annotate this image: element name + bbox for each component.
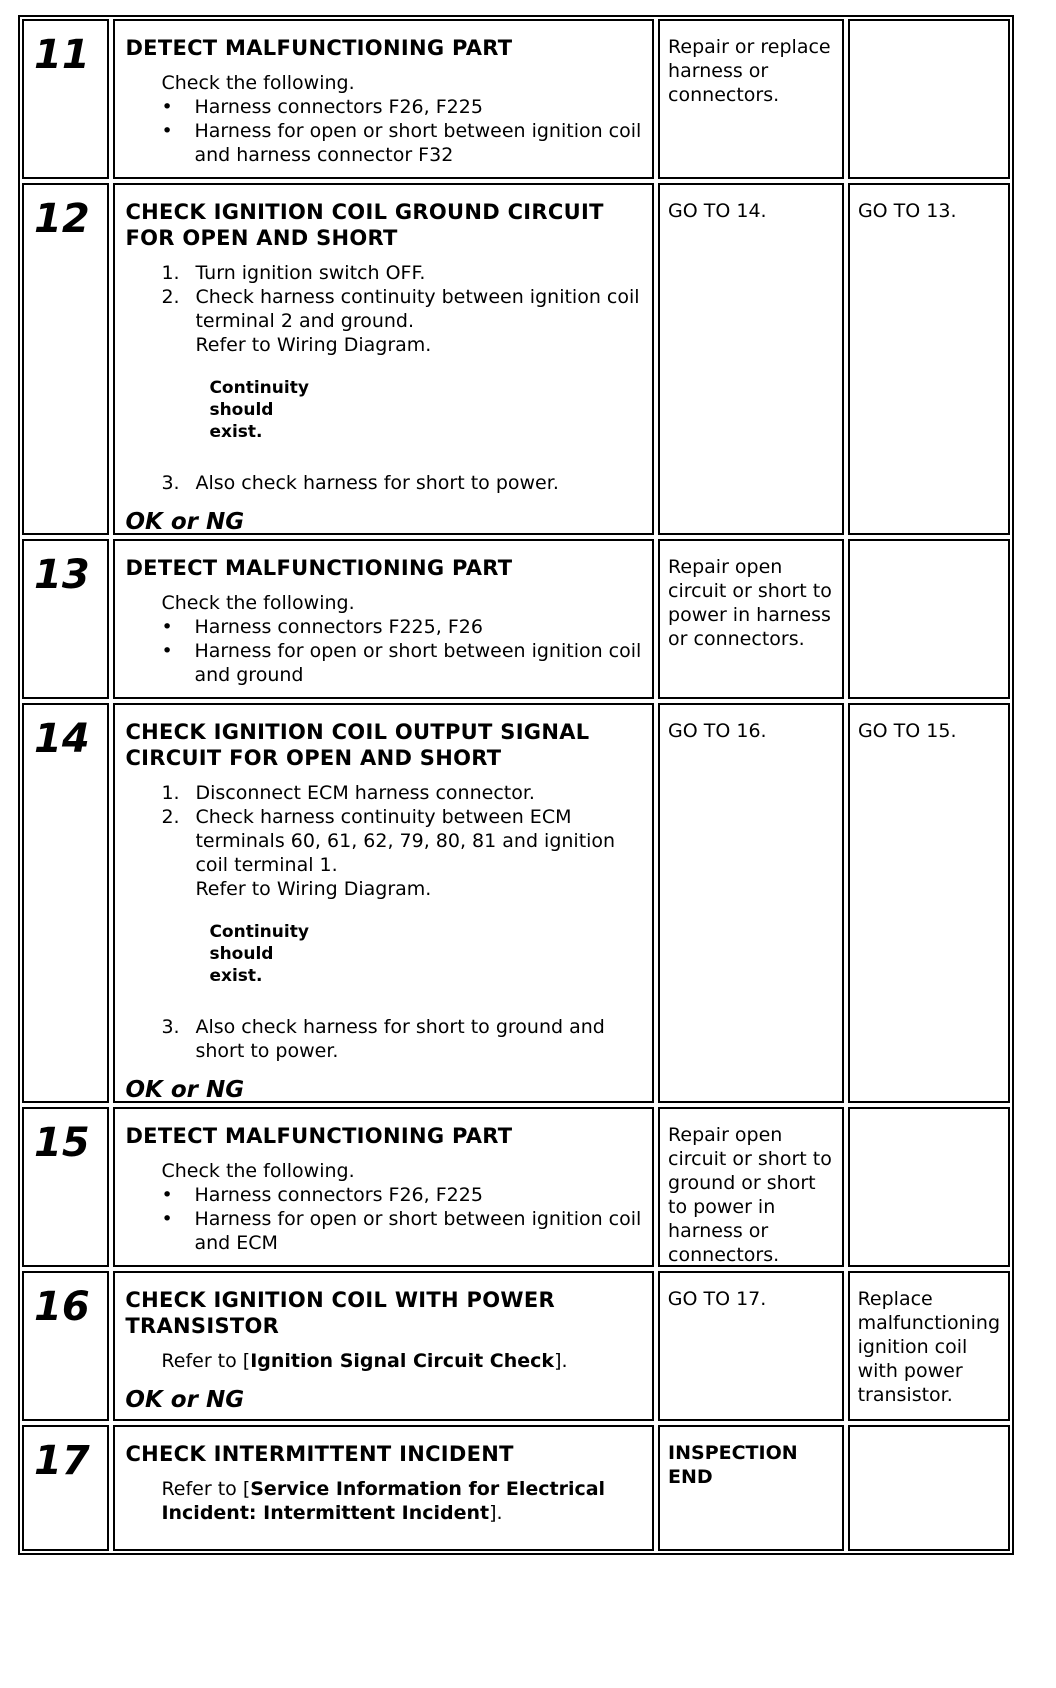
bullet-list xyxy=(161,1183,642,1255)
ok-result-cell: Repair or replace harness or connectors. xyxy=(658,19,844,179)
reference-text: Refer to Wiring Diagram. xyxy=(195,878,432,900)
procedure-body: Refer to [Ignition Signal Circuit Check]. xyxy=(161,1350,568,1372)
procedure-body xyxy=(161,781,642,1063)
step-row xyxy=(22,1425,1010,1551)
procedure-body xyxy=(161,1159,642,1255)
ng-result-cell: GO TO 13. xyxy=(848,183,1010,535)
list-item: • Harness for open or short between ignition coil and ground xyxy=(161,640,642,686)
list-item: 1. Disconnect ECM harness connector. xyxy=(161,782,535,804)
list-item: • Harness connectors F225, F26 xyxy=(161,616,483,638)
step-number-cell xyxy=(22,1425,109,1551)
list-item: 1. Turn ignition switch OFF. xyxy=(161,262,426,284)
ok-result-cell: GO TO 17. xyxy=(658,1271,844,1421)
step-title: DETECT MALFUNCTIONING PART xyxy=(125,556,513,580)
step-title: CHECK INTERMITTENT INCIDENT xyxy=(125,1442,514,1466)
ok-result-cell: INSPECTION END xyxy=(658,1425,844,1551)
step-number-cell xyxy=(22,19,109,179)
procedure-cell xyxy=(113,1425,654,1551)
step-title: CHECK IGNITION COIL GROUND CIRCUIT FOR OPEN AND SHORT xyxy=(125,200,604,250)
procedure-cell xyxy=(113,19,654,179)
ng-result-cell: Replace malfunctioning ignition coil with power transistor. xyxy=(848,1271,1010,1421)
procedure-body: Refer to [Service Information for Electrical Incident: Intermittent Incident]. xyxy=(161,1478,606,1524)
numbered-list xyxy=(161,1015,642,1063)
step-number: 12 xyxy=(34,196,90,242)
list-item: 2. Check harness continuity between ECM terminals 60, 61, 62, 79, 80, 81 and ignition coil terminal 1. Refer to Wiring Diagram. xyxy=(161,806,616,900)
procedure-cell xyxy=(113,1271,653,1421)
continuity-note: Continuity should exist. xyxy=(209,922,309,986)
ng-result-cell xyxy=(848,19,1010,179)
numbered-list xyxy=(161,781,642,901)
ok-result-cell: Repair open circuit or short to ground or short to power in harness or connectors. xyxy=(658,1107,844,1267)
step-number: 16 xyxy=(34,1284,90,1330)
list-item: 2. Check harness continuity between ignition coil terminal 2 and ground. Refer to Wiring Diagram. xyxy=(161,286,640,356)
procedure-cell xyxy=(113,703,654,1103)
reference-link[interactable]: Ignition Signal Circuit Check xyxy=(250,1350,555,1372)
ok-result-cell: GO TO 14. xyxy=(658,183,844,535)
bullet-list xyxy=(161,95,642,167)
bullet-list xyxy=(161,615,642,687)
intro-text: Check the following. xyxy=(161,1160,355,1182)
ok-or-ng-label: OK or NG xyxy=(125,509,245,535)
step-row xyxy=(22,183,1010,535)
reference-text: Refer to Wiring Diagram. xyxy=(195,334,432,356)
step-title: CHECK IGNITION COIL WITH POWER TRANSISTOR xyxy=(125,1288,555,1338)
procedure-body xyxy=(161,261,642,495)
numbered-list xyxy=(161,471,642,495)
step-number-cell xyxy=(22,1107,109,1267)
reference-link[interactable]: Service Information for Electrical Incident: Intermittent Incident xyxy=(161,1478,606,1524)
list-item: • Harness for open or short between ignition coil and harness connector F32 xyxy=(161,120,642,166)
procedure-body xyxy=(161,71,642,167)
ng-result-cell xyxy=(848,1425,1010,1551)
ng-result-cell: GO TO 15. xyxy=(848,703,1010,1103)
step-number-cell xyxy=(22,1271,109,1421)
step-number-cell xyxy=(22,539,109,699)
continuity-note: Continuity should exist. xyxy=(209,378,309,442)
step-title: CHECK IGNITION COIL OUTPUT SIGNAL CIRCUIT FOR OPEN AND SHORT xyxy=(125,720,590,770)
step-row xyxy=(22,1271,1010,1421)
numbered-list xyxy=(161,261,642,357)
step-number: 15 xyxy=(34,1120,90,1166)
step-number: 13 xyxy=(34,552,90,598)
ok-result-cell: Repair open circuit or short to power in harness or connectors. xyxy=(658,539,844,699)
list-item: • Harness connectors F26, F225 xyxy=(161,96,483,118)
intro-text: Check the following. xyxy=(161,72,355,94)
step-number: 11 xyxy=(34,32,90,78)
step-row xyxy=(22,19,1010,179)
ng-result-cell xyxy=(848,539,1010,699)
step-row xyxy=(22,539,1010,699)
step-title: DETECT MALFUNCTIONING PART xyxy=(125,36,513,60)
ok-or-ng-label: OK or NG xyxy=(125,1387,245,1413)
procedure-cell xyxy=(113,539,654,699)
diagnostic-steps-table xyxy=(18,15,1014,1555)
step-number: 17 xyxy=(34,1438,90,1484)
list-item: • Harness connectors F26, F225 xyxy=(161,1184,483,1206)
step-title: DETECT MALFUNCTIONING PART xyxy=(125,1124,513,1148)
step-number-cell xyxy=(22,703,109,1103)
list-item: 3. Also check harness for short to ground and short to power. xyxy=(161,1016,605,1062)
ok-or-ng-label: OK or NG xyxy=(125,1077,245,1103)
intro-text: Check the following. xyxy=(161,592,355,614)
ng-result-cell xyxy=(848,1107,1010,1267)
procedure-cell xyxy=(113,1107,654,1267)
list-item: • Harness for open or short between ignition coil and ECM xyxy=(161,1208,642,1254)
step-row xyxy=(22,703,1010,1103)
procedure-cell xyxy=(113,183,654,535)
step-number: 14 xyxy=(34,716,90,762)
list-item: 3. Also check harness for short to power. xyxy=(161,472,559,494)
step-number-cell xyxy=(22,183,109,535)
ok-result-cell: GO TO 16. xyxy=(658,703,844,1103)
step-row xyxy=(22,1107,1010,1267)
procedure-body xyxy=(161,591,642,687)
